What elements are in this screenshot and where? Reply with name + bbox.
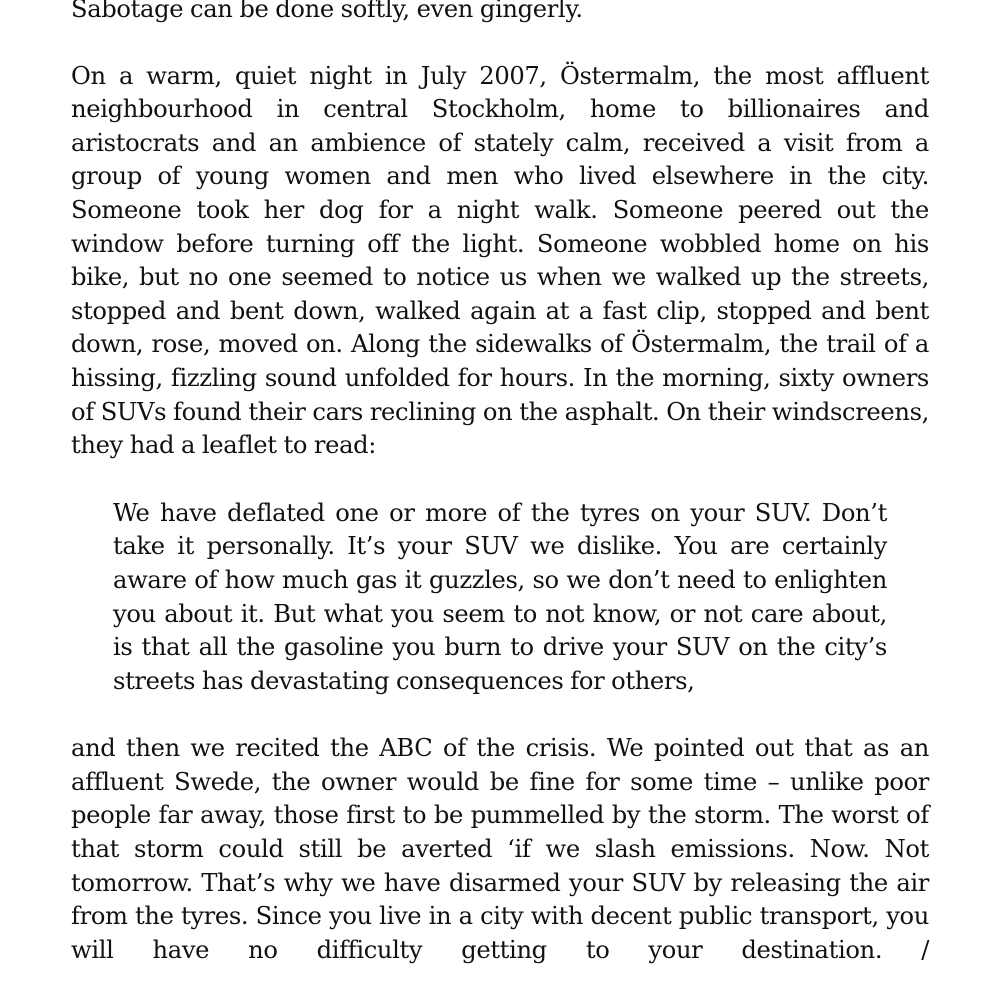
lead-paragraph: Sabotage can be done softly, even gingerly. xyxy=(71,0,583,23)
body-paragraph: On a warm, quiet night in July 2007, Östermalm, the most affluent neighbourhood in central Stockholm, home to billionaires and aristocrats and an ambience of stately calm, received a visit from a group of young women and men who lived elsewhere in the city. Someone took her dog for a night walk. Someone peered out the window before turning off the light. Someone wobbled home on his bike, but no one seemed to notice us when we walked up the streets, stopped and bent down, walked again at a fast clip, stopped and bent down, rose, moved on. Along the sidewalks of Östermalm, the trail of a hissing, fizzling sound unfolded for hours. In the morning, sixty owners of SUVs found their cars reclining on the asphalt. On their windscreens, they had a leaflet to read: xyxy=(71,61,929,460)
leaflet-blockquote: We have deflated one or more of the tyres on your SUV. Don’t take it personally. It’s your SUV we dislike. You are certainly aware of how much gas it guzzles, so we don’t need to enlighten you about it. But what you seem to not know, or not care about, is that all the gasoline you burn to drive your SUV on the city’s streets has devastating consequences for others, xyxy=(113,498,887,695)
document-page xyxy=(71,0,929,967)
continuation-paragraph: and then we recited the ABC of the crisis. We pointed out that as an affluent Swede, the owner would be fine for some time – unlike poor people far away, those first to be pummelled by the storm. The worst of that storm could still be averted ‘if we slash emissions. Now. Not tomorrow. That’s why we have disarmed your SUV by releasing the air from the tyres. Since you live in a city with decent public transport, you will have no difficulty getting to your destination. / xyxy=(71,734,929,964)
